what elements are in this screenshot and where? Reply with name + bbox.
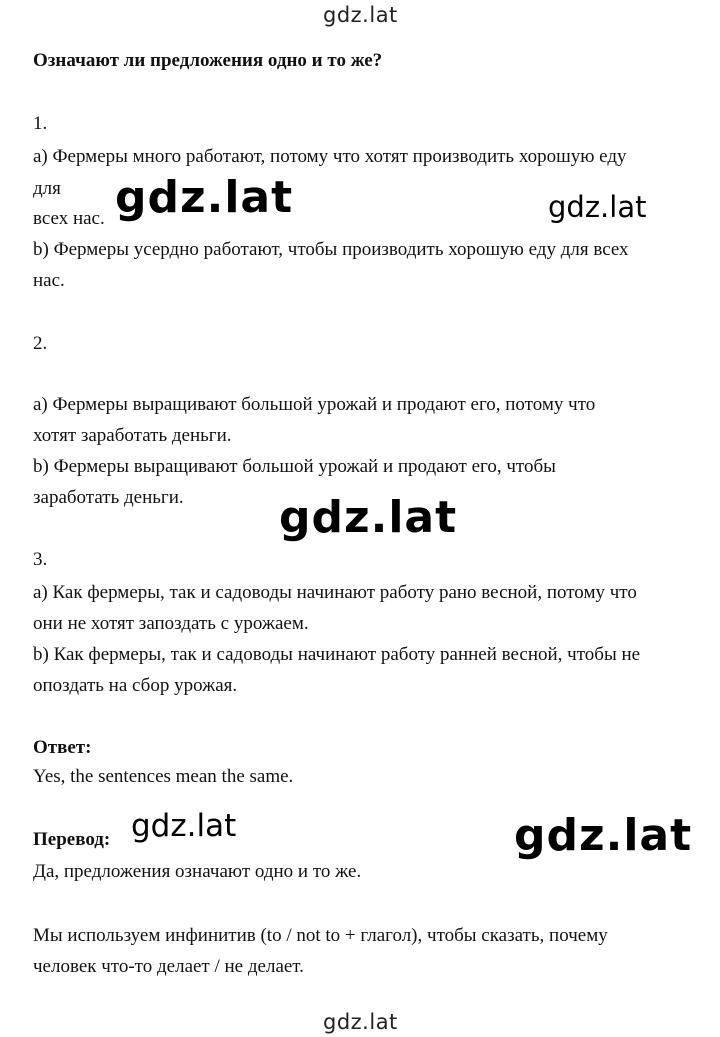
item-2-line-3: b) Фермеры выращивают большой урожай и продают его, чтобы — [33, 456, 556, 477]
question-heading: Означают ли предложения одно и то же? — [33, 50, 383, 71]
item-1-line-5: нас. — [33, 270, 65, 291]
answer-text: Yes, the sentences mean the same. — [33, 766, 294, 787]
item-3-line-3: b) Как фермеры, так и садоводы начинают работу ранней весной, чтобы не — [33, 644, 641, 665]
item-1-line-4: b) Фермеры усердно работают, чтобы производить хорошую еду для всех — [33, 239, 629, 260]
item-2-line-2: хотят заработать деньги. — [33, 425, 232, 446]
watermark-big-left: gdz.lat — [115, 172, 294, 223]
item-1-line-2: для — [33, 178, 61, 199]
item-2-number: 2. — [33, 333, 48, 354]
note-line-2: человек что-то делает / не делает. — [33, 956, 304, 977]
note-line-1: Мы используем инфинитив (to / not to + глагол), чтобы сказать, почему — [33, 925, 608, 946]
answer-heading: Ответ: — [33, 737, 92, 758]
item-1-number: 1. — [33, 113, 48, 134]
translation-text: Да, предложения означают одно и то же. — [33, 861, 362, 882]
watermark-big-right: gdz.lat — [514, 810, 693, 861]
item-3-number: 3. — [33, 549, 48, 570]
item-3-line-4: опоздать на сбор урожая. — [33, 675, 238, 696]
watermark-mid-right: gdz.lat — [548, 190, 647, 224]
watermark-big-center: gdz.lat — [279, 492, 458, 543]
watermark-bottom: gdz.lat — [323, 1010, 398, 1034]
item-3-line-1: a) Как фермеры, так и садоводы начинают работу рано весной, потому что — [33, 582, 637, 603]
item-1-line-1: a) Фермеры много работают, потому что хотят производить хорошую еду — [33, 146, 627, 167]
item-3-line-2: они не хотят запоздать с урожаем. — [33, 613, 309, 634]
translation-heading: Перевод: — [33, 829, 111, 850]
item-2-line-4: заработать деньги. — [33, 487, 184, 508]
item-1-line-3: всех нас. — [33, 208, 105, 229]
watermark-mid-perevod: gdz.lat — [131, 808, 237, 844]
item-2-line-1: a) Фермеры выращивают большой урожай и продают его, потому что — [33, 394, 596, 415]
watermark-top: gdz.lat — [323, 3, 398, 27]
